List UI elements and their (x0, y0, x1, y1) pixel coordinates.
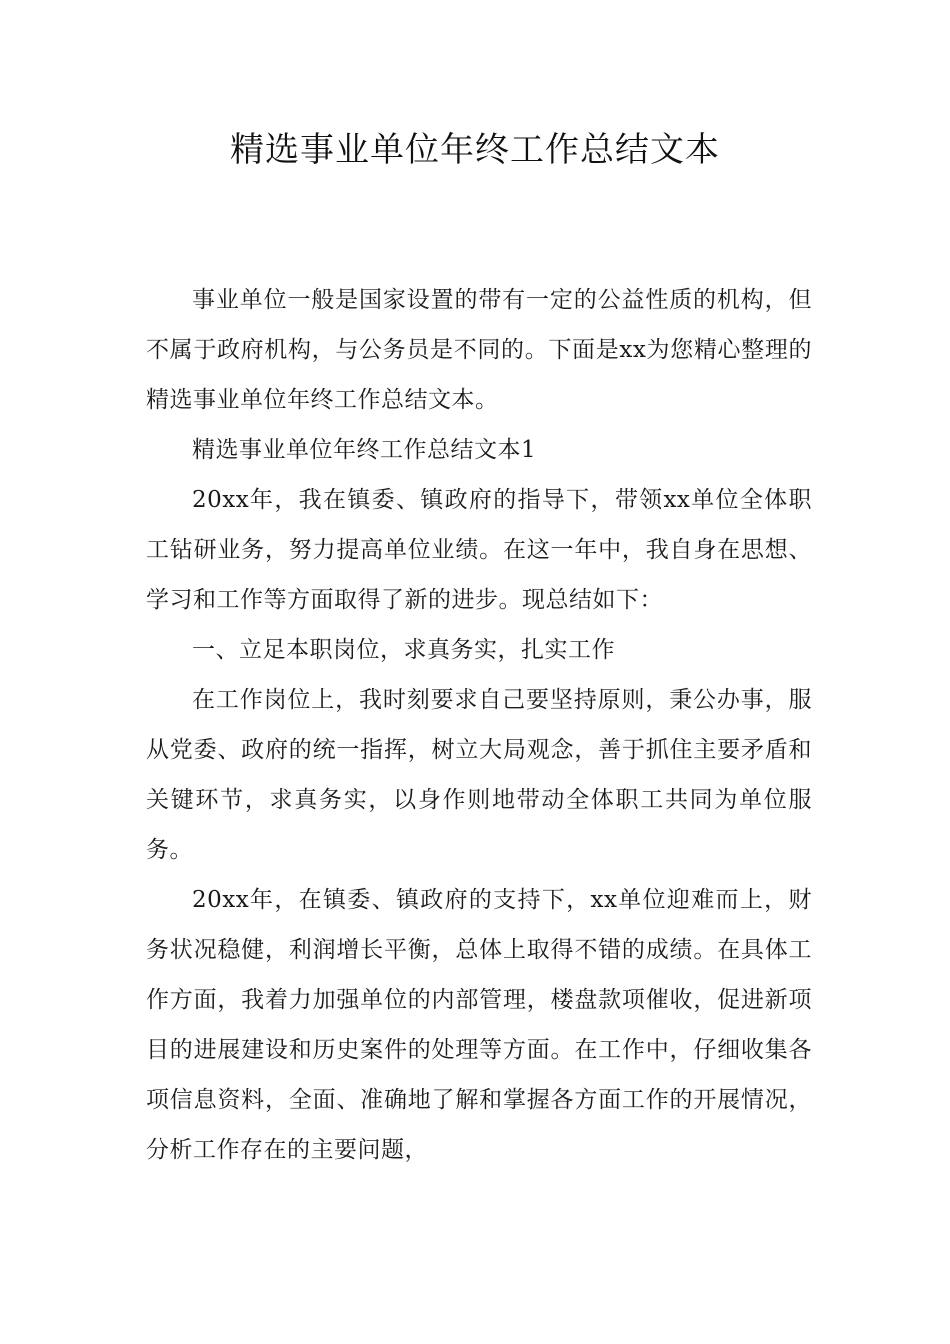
subsection-heading: 一、立足本职岗位，求真务实，扎实工作 (192, 637, 615, 663)
document-title: 精选事业单位年终工作总结文本 (230, 130, 720, 170)
section-heading-1: 精选事业单位年终工作总结文本1 (192, 437, 537, 463)
body-paragraph: 20xx年，在镇委、镇政府的支持下，xx单位迎难而上，财务状况稳健，利润增长平衡，总体上取得不错的成绩。在具体工作方面，我着力加强单位的内部管理，楼盘款项催收，促进新项目的进展建设和历史案件的处理等方面。在工作中，仔细收集各项信息资料，全面、准确地了解和掌握各方面工作的开展情况，分析工作存在的主要问题， (146, 887, 812, 1163)
body-paragraph: 在工作岗位上，我时刻要求自己要坚持原则，秉公办事，服从党委、政府的统一指挥，树立大局观念，善于抓住主要矛盾和关键环节，求真务实，以身作则地带动全体职工共同为单位服务。 (146, 687, 812, 863)
document-body (146, 275, 812, 1175)
body-paragraph: 20xx年，我在镇委、镇政府的指导下，带领xx单位全体职工钻研业务，努力提高单位业绩。在这一年中，我自身在思想、学习和工作等方面取得了新的进步。现总结如下： (146, 487, 812, 613)
intro-paragraph: 事业单位一般是国家设置的带有一定的公益性质的机构，但不属于政府机构，与公务员是不同的。下面是xx为您精心整理的精选事业单位年终工作总结文本。 (146, 287, 812, 413)
